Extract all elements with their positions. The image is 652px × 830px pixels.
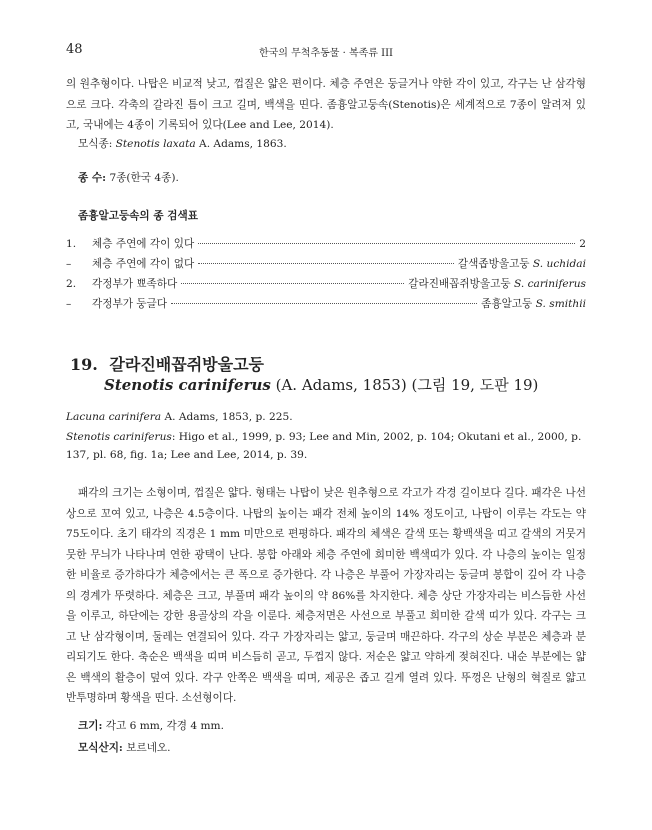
running-header: 한국의 무척추동물 · 복족류 III (258, 48, 393, 59)
key-line-number: – (66, 258, 72, 270)
synonym-citation: : Higo et al., 1999, p. 93; Lee and Min, 2002, p. 104; Okutani et al., 2000, p. 137, pl. 68, fig. 1a; Lee and Lee, 2014, p. 39. (66, 431, 582, 461)
species-subheading (104, 374, 538, 395)
key-title: 좀흉알고둥속의 종 검색표 (78, 210, 198, 222)
species-figure-ref: (그림 19, 도판 19) (411, 376, 539, 394)
key-line-target-kr: 좀흉알고둥 (481, 298, 536, 310)
species-count-label: 종 수: (78, 172, 107, 184)
key-line-target-kr: 갈색좁방울고둥 (457, 258, 533, 270)
type-species-label: 모식종: (78, 138, 113, 150)
size-value: 각고 6 mm, 각경 4 mm. (105, 720, 224, 732)
type-locality (78, 740, 171, 755)
type-species-authority: A. Adams, 1863. (199, 138, 287, 150)
synonym-citation: A. Adams, 1853, p. 225. (161, 411, 293, 423)
key-line-number: – (66, 298, 72, 310)
species-scientific-name: Stenotis cariniferus (104, 376, 271, 394)
key-line-target-sci: S. cariniferus (513, 278, 586, 290)
key-line-target (408, 276, 586, 291)
species-number: 19. (70, 355, 98, 374)
key-line-target (458, 256, 586, 271)
key-line (66, 296, 586, 311)
synonym-name: Lacuna carinifera (66, 411, 162, 423)
key-line-target-kr: 2 (579, 238, 586, 250)
synonym-entry (66, 428, 586, 464)
key-line-target-sci: S. smithii (535, 298, 586, 310)
key-line (66, 276, 586, 291)
key-line-dots (171, 303, 477, 304)
key-line-text: 체층 주연에 각이 없다 (92, 258, 195, 270)
species-korean-name: 갈라진배꼽쥐방울고둥 (109, 355, 264, 374)
key-line (66, 256, 586, 271)
type-species-name: Stenotis laxata (115, 138, 196, 150)
key-line (66, 236, 586, 251)
key-line-target (579, 238, 586, 250)
species-authority: (A. Adams, 1853) (275, 376, 407, 394)
type-locality-label: 모식산지: (78, 742, 123, 754)
key-line-dots (181, 283, 404, 284)
intro-paragraph: 의 원추형이다. 나탑은 비교적 낮고, 껍질은 얇은 편이다. 체층 주연은 둥글거나 약한 각이 있고, 각구는 난 삼각형으로 크다. 각축의 갈라진 틈이 크고 길며, 백색을 띤다. 좀흉알고둥속(Stenotis)은 세계적으로 7종이 알려져 있고, 국내에는 4종이 기록되어 있다(Lee and Lee, 2014). (66, 78, 586, 131)
key-line-number: 1. (66, 238, 77, 250)
key-line-text: 체층 주연에 각이 있다 (92, 238, 195, 250)
species-count-value: 7종(한국 4종). (109, 172, 179, 184)
key-line-number: 2. (66, 278, 77, 290)
size (78, 718, 224, 733)
key-line-dots (198, 243, 575, 244)
species-count (78, 170, 179, 185)
description-paragraph: 패각의 크기는 소형이며, 껍질은 얇다. 형태는 나탑이 낮은 원추형으로 각고가 각경 길이보다 길다. 패각은 나선상으로 꼬여 있고, 나층은 4.5층이다. 나탑의 높이는 패각 전체 높이의 14% 정도이고, 나탑이 이루는 각도는 약 75도이다. 초기 태각의 직경은 1 mm 미만으로 편평하다. 패각의 체색은 갈색 또는 황백색을 띠고 갈색의 거뭇거뭇한 무늬가 나타나며 연한 광택이 난다. 봉합 아래와 체층 주연에 희미한 백색띠가 있다. 각 나층의 높이는 일정한 비율로 증가하다가 체층에서는 큰 폭으로 증가한다. 각 나층은 부풀어 가장자리는 둥글며 봉합이 깊어 각 나층의 경계가 뚜렷하다. 체층은 크고, 부풀며 패각 높이의 약 86%를 차지한다. 체층 상단 가장자리는 비스듬한 사선을 이루고, 하단에는 강한 용골상의 각을 이룬다. 체층저면은 사선으로 부풀고 희미한 갈색 띠가 있다. 각구는 크고 난 삼각형이며, 둘레는 연결되어 있다. 각구 가장자리는 얇고, 둥글며 매끈하다. 각구의 상순 부분은 체층과 분리되기도 한다. 축순은 백색을 띠며 비스듬히 곧고, 두껍지 않다. 저순은 얇고 약하게 젖혀진다. 내순 부분에는 얇은 백색의 활층이 덮여 있다. 각구 안쪽은 백색을 띠며, 제공은 좁고 길게 열려 있다. 뚜껑은 난형의 혁질로 얇고 반투명하며 황색을 띤다. 소선형이다. (66, 487, 586, 704)
key-line-target-sci: S. uchidai (532, 258, 586, 270)
synonym-entry (66, 408, 586, 426)
size-label: 크기: (78, 720, 103, 732)
type-species (78, 136, 287, 151)
key-line-target (481, 296, 586, 311)
page-number: 48 (66, 42, 83, 57)
species-heading (70, 352, 264, 375)
key-line-dots (198, 263, 454, 264)
key-line-text: 각정부가 둥글다 (92, 298, 168, 310)
key-line-text: 각정부가 뾰족하다 (92, 278, 178, 290)
synonym-name: Stenotis cariniferus (66, 431, 172, 443)
key-line-target-kr: 갈라진배꼽쥐방울고둥 (408, 278, 514, 290)
type-locality-value: 보르네오. (126, 742, 171, 754)
